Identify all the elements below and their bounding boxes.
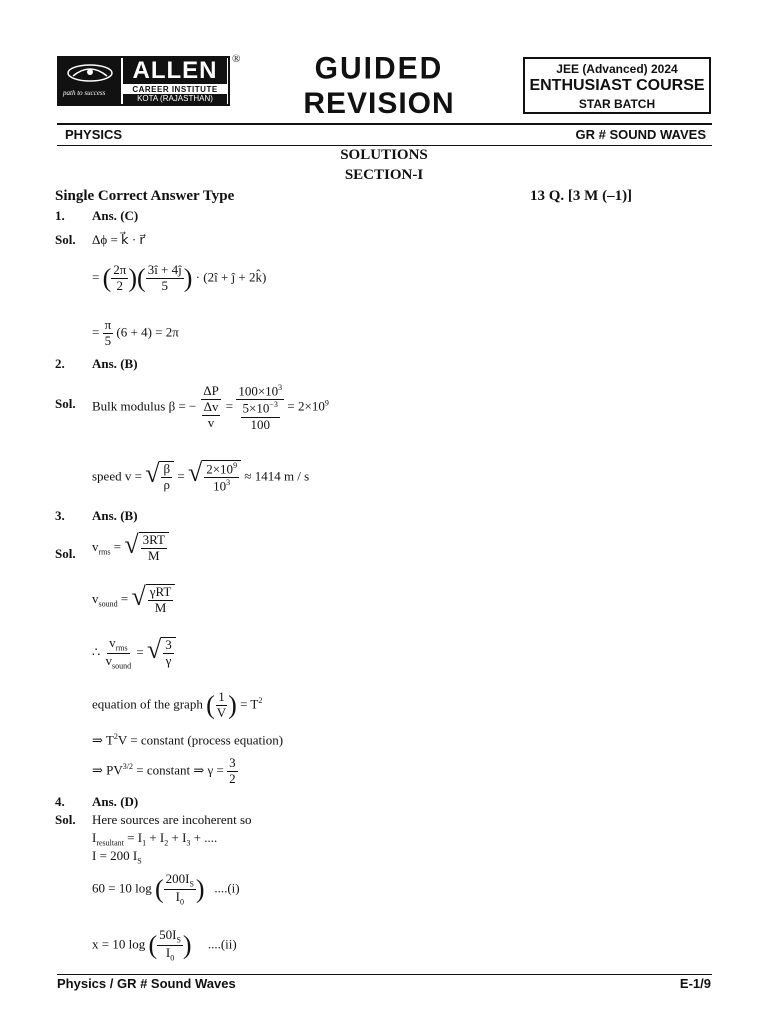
subscript: rms: [115, 643, 128, 653]
question-count: 13 Q. [3 M (–1)]: [530, 188, 633, 204]
paren: ): [183, 263, 193, 293]
numerator: β: [163, 461, 171, 477]
page-number: E-1/9: [679, 976, 711, 991]
denominator: M: [148, 547, 160, 563]
radical-icon: √: [187, 458, 203, 487]
course-exam: JEE (Advanced) 2024: [556, 62, 678, 76]
solutions-heading: SOLUTIONS: [340, 147, 428, 163]
radicand: [146, 584, 176, 616]
numerator: 3: [165, 637, 172, 653]
course-box: [523, 57, 711, 114]
paren: (: [137, 263, 146, 293]
eq-text: = constant ⇒ γ =: [136, 762, 224, 778]
subscript: 3: [186, 838, 191, 848]
paren: ): [182, 930, 192, 960]
subscript: 0: [170, 953, 175, 963]
eq-text: =: [136, 644, 144, 660]
eq-text: + ....: [193, 830, 218, 845]
answer: [92, 794, 138, 810]
superscript: 3: [278, 383, 283, 392]
superscript: 3/2: [122, 762, 133, 772]
denominator: [200, 400, 223, 431]
q4-line2: [92, 830, 217, 848]
eq-text: speed v =: [92, 468, 142, 484]
subject-label: PHYSICS: [65, 127, 123, 142]
numerator: 3î + 4ĵ: [147, 262, 182, 277]
topic-label: GR # SOUND WAVES: [575, 127, 706, 142]
subscript: 2: [164, 838, 169, 848]
sol-label: Sol.: [55, 232, 76, 247]
eq-text: 2×10: [206, 461, 234, 477]
answer-value: (D): [120, 794, 139, 809]
answer: [92, 208, 138, 224]
question-number: 3.: [55, 508, 65, 523]
denominator: 100: [250, 416, 270, 432]
subscript: S: [189, 879, 194, 889]
eq-text: = 2×10: [287, 398, 325, 414]
superscript: 9: [233, 461, 238, 470]
eq-text: 50I: [159, 927, 177, 942]
q3-ratio: [92, 636, 176, 671]
eq-text: equation of the graph: [92, 696, 203, 712]
answer: [92, 356, 138, 372]
eq-text: ·: [195, 269, 201, 285]
eq-text: I: [175, 888, 180, 904]
fraction: [148, 585, 174, 616]
eq-text: x = 10 log: [92, 936, 146, 952]
sqrt: [145, 461, 174, 493]
eq-text: 100×10: [238, 383, 279, 399]
denominator: v: [207, 415, 215, 431]
numerator: π: [104, 317, 112, 332]
fraction: [236, 383, 284, 432]
eq-text: =: [177, 468, 185, 484]
fraction: [161, 462, 172, 493]
sqrt: [131, 584, 175, 616]
numerator: 3RT: [142, 532, 165, 547]
eq-text: ≈ 1414 m / s: [244, 468, 310, 484]
numerator: 3: [229, 755, 236, 770]
numerator: [107, 636, 130, 654]
answer-value: (C): [120, 208, 139, 223]
eq-text: + I: [149, 830, 165, 845]
eq-text: =: [92, 324, 100, 340]
eq-text: v: [92, 538, 99, 554]
sqrt: [188, 460, 241, 495]
subheader-rule: [57, 145, 712, 146]
logo-city: KOTA (RAJASTHAN): [123, 94, 227, 104]
eq-text: =: [113, 538, 122, 554]
answer-value: (B): [120, 508, 138, 523]
ans-label: Ans.: [92, 794, 117, 809]
fraction: [204, 461, 239, 495]
question-number: 4.: [55, 794, 65, 809]
q3-graph: [92, 690, 262, 721]
superscript: −3: [269, 400, 278, 410]
answer-value: (B): [120, 356, 138, 371]
eq-text: I: [165, 944, 171, 960]
denominator: 2: [229, 770, 236, 786]
course-batch: STAR BATCH: [578, 97, 656, 111]
course-name: ENTHUSIAST COURSE: [529, 77, 705, 94]
fraction: [215, 690, 228, 721]
eq-text: ⇒ T: [92, 732, 114, 748]
q1-eq1: Δϕ = k⃗ · r⃗: [92, 232, 145, 247]
denominator: V: [216, 704, 227, 720]
denominator: ρ: [163, 477, 171, 493]
q2-eq1: [92, 383, 329, 432]
eq-text: = I: [127, 830, 143, 845]
subscript: 1: [142, 838, 147, 848]
question-type: Single Correct Answer Type: [55, 188, 235, 204]
eq-text: =: [120, 590, 129, 606]
numerator: Δv: [203, 399, 219, 415]
fraction: [241, 400, 280, 432]
fraction: [227, 756, 238, 787]
eq-text: =: [225, 398, 234, 414]
question-number: 1.: [55, 208, 65, 223]
denominator: [211, 478, 232, 494]
sqrt: [124, 532, 169, 564]
numerator: [157, 928, 183, 946]
subscript: 0: [179, 897, 184, 907]
radical-icon: √: [124, 530, 139, 559]
q4-line3: [92, 848, 142, 866]
eq-text: =: [92, 269, 100, 285]
header-rule: [57, 123, 712, 125]
ans-label: Ans.: [92, 208, 117, 223]
logo-tagline: path to success: [63, 89, 106, 97]
sqrt: [147, 637, 176, 669]
eq-text: ⇒ PV: [92, 762, 123, 778]
eq-text: v: [105, 652, 113, 668]
paren: (: [102, 263, 112, 293]
title-line2: REVISION: [303, 87, 455, 120]
superscript: 3: [226, 478, 231, 488]
eq-text: (6 + 4) = 2π: [116, 324, 179, 340]
eq-label: ....(i): [214, 880, 240, 896]
q3-vsound: [92, 584, 175, 616]
radicand: [202, 460, 241, 495]
eq-text: Bulk modulus β = −: [92, 398, 197, 414]
fraction: [111, 263, 128, 294]
eq-text: (2î + ĵ + 2k̂): [203, 269, 267, 285]
fraction: [104, 636, 134, 671]
numerator: 1: [218, 689, 225, 704]
logo-institute: CAREER INSTITUTE: [132, 85, 218, 94]
eq-text: v: [109, 635, 116, 650]
subscript: sound: [98, 599, 118, 609]
fraction: [103, 318, 114, 349]
numerator: [164, 872, 196, 890]
registered-mark: ®: [232, 53, 241, 65]
fraction: [200, 384, 223, 431]
radicand: [139, 532, 169, 564]
numerator: [204, 461, 239, 478]
eq-text: + I: [171, 830, 187, 845]
ans-label: Ans.: [92, 356, 117, 371]
superscript: 2: [258, 696, 263, 706]
q1-eq3: [92, 318, 179, 349]
eq-text: v: [92, 590, 99, 606]
denominator: γ: [165, 653, 172, 669]
eq-text: 10: [213, 478, 227, 494]
denominator: 5: [161, 277, 168, 293]
eq-text: 60 = 10 log: [92, 880, 152, 896]
denominator: 2: [116, 277, 124, 293]
fraction: [164, 872, 196, 907]
radicand: [161, 637, 176, 669]
subscript: rms: [98, 547, 111, 557]
superscript: 2: [113, 732, 118, 741]
ans-label: Ans.: [92, 508, 117, 523]
q4-eq2: [92, 928, 237, 963]
section-heading: SECTION-I: [344, 167, 424, 183]
footer-rule: [57, 974, 712, 975]
superscript: 9: [324, 398, 329, 408]
radical-icon: √: [131, 582, 146, 611]
answer: [92, 508, 138, 524]
denominator: [239, 400, 282, 432]
eq-text: = T: [240, 696, 259, 712]
paren: ): [195, 874, 205, 904]
subscript: S: [176, 935, 181, 945]
fraction: [202, 400, 221, 431]
eq-text: 5×10: [242, 400, 270, 416]
question-number: 2.: [55, 356, 65, 371]
denominator: M: [154, 599, 167, 615]
q1-eq2: [92, 263, 266, 294]
denominator: [164, 946, 176, 963]
fraction: [163, 638, 174, 669]
numerator: 2π: [113, 262, 127, 277]
numerator: [241, 400, 280, 417]
radical-icon: √: [147, 635, 162, 665]
q2-eq2: [92, 460, 309, 495]
q4-line1: Here sources are incoherent so: [92, 812, 252, 827]
subscript: resultant: [96, 838, 124, 848]
q3-process: [92, 732, 283, 748]
allen-logo: [57, 56, 230, 106]
q4-eq1: [92, 872, 240, 907]
radical-icon: √: [145, 459, 160, 489]
numerator: ΔP: [203, 383, 219, 399]
denominator: 5: [104, 332, 112, 348]
paren: (: [154, 874, 164, 904]
eq-label: ....(ii): [207, 936, 237, 952]
q3-vrms: [92, 532, 169, 564]
radicand: [159, 461, 174, 493]
fraction: [141, 533, 167, 564]
paren: ): [128, 263, 138, 293]
footer-left: Physics / GR # Sound Waves: [57, 976, 236, 991]
paren: ): [228, 690, 237, 720]
paren: (: [148, 930, 158, 960]
fraction: [146, 263, 184, 294]
paren: (: [206, 690, 215, 720]
eq-text: 200I: [165, 871, 190, 886]
eq-text: I: [92, 830, 97, 845]
q3-gamma: [92, 756, 238, 787]
eq-text: ∴: [92, 644, 101, 660]
fraction: [157, 928, 183, 963]
sol-label: Sol.: [55, 546, 76, 561]
logo-brand: ALLEN: [123, 58, 227, 84]
subscript: sound: [112, 661, 132, 671]
sol-label: Sol.: [55, 812, 76, 827]
eq-text: V = constant (process equation): [117, 732, 284, 748]
numerator: [236, 383, 284, 400]
subscript: S: [137, 856, 142, 866]
denominator: [104, 654, 134, 671]
numerator: γRT: [149, 584, 172, 599]
sol-label: Sol.: [55, 396, 76, 411]
title-line1: GUIDED: [314, 51, 444, 86]
eq-text: I = 200 I: [92, 848, 138, 863]
denominator: [174, 890, 186, 907]
logo-emblem-icon: [59, 58, 121, 104]
